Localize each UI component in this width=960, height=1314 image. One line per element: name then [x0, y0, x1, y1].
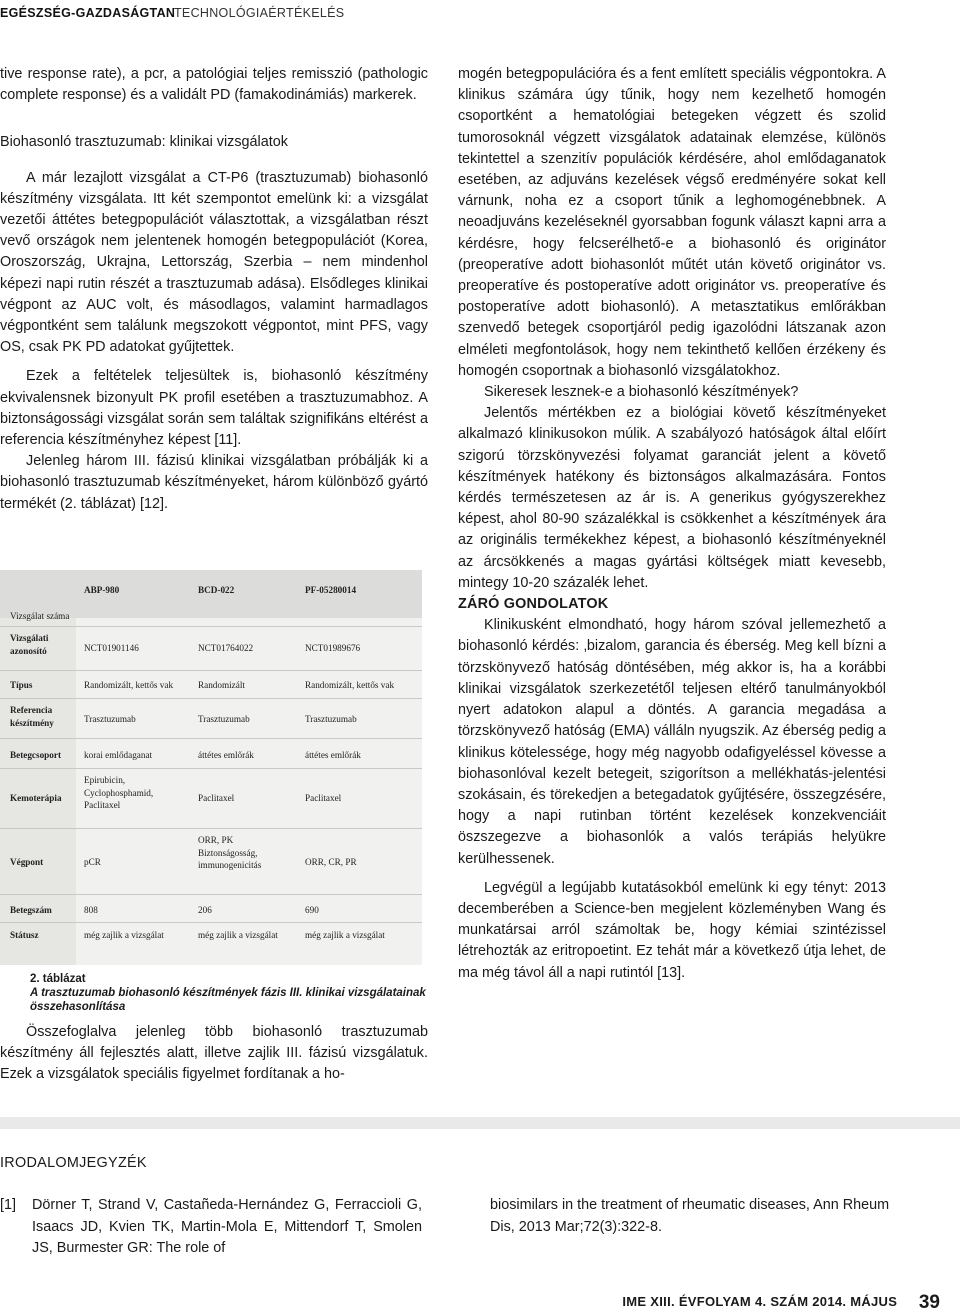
journal-issue: IME XIII. ÉVFOLYAM 4. SZÁM 2014. MÁJUS: [622, 1294, 898, 1309]
table-cell: még zajlik a vizsgálat: [198, 930, 278, 940]
body-paragraph: Jelenleg három III. fázisú klinikai vizsgálatban próbálják ki a biohasonló trasztuzumab készítményeket, három különböző gyártó termékét (2. táblázat) [12].: [0, 453, 428, 512]
section-heading: Biohasonló trasztuzumab: klinikai vizsgálatok: [0, 134, 288, 151]
body-paragraph: Legvégül a legújabb kutatásokból emelünk ki egy tényt: 2013 decemberében a Science-ben megjelent közleményben Wang és munkatársai arról számoltak be, hogy kémiai szintézissel létrehozták az eritropoetint. Ez tehát már a következő útja lehet, de ma még távol áll a napi rutintól [13].: [458, 879, 886, 981]
body-paragraph: Ezek a feltételek teljesültek is, biohasonló készítmény ekvivalensnek bizonyult PK profil esetében a trasztuzumabhoz. A biztonságossági vizsgálat során sem találtak szignifikáns eltérést a referencia készítményhez képest [11].: [0, 368, 428, 449]
table-cell: pCR: [84, 857, 101, 867]
table-cell: még zajlik a vizsgálat: [305, 930, 385, 940]
table-cell: Epirubicin, Cyclophosphamid, Paclitaxel: [84, 775, 154, 810]
table-row-label: Státusz: [10, 930, 39, 940]
table-cell: NCT01764022: [198, 643, 254, 653]
page-number: 39: [918, 1292, 940, 1313]
table-col-header: BCD-022: [198, 585, 235, 595]
table-cell: Paclitaxel: [198, 793, 235, 803]
table-row-label: Kemoterápia: [10, 793, 62, 803]
body-paragraph: Sikeresek lesznek-e a biohasonló készítmények?: [484, 384, 799, 401]
body-paragraph: Összefoglalva jelenleg több biohasonló trasztuzumab készítmény áll fejlesztés alatt, illetve zajlik III. fázisú vizsgálatuk. Ezek a vizsgálatok speciális figyelmet fordítanak a ho-: [0, 1024, 428, 1083]
left-column-continued: [0, 1022, 428, 1086]
separator-band: [0, 1117, 960, 1129]
table-cell: NCT01989676: [305, 643, 361, 653]
references-title: IRODALOMJEGYZÉK: [0, 1155, 147, 1171]
table-row-label: Típus: [10, 680, 33, 690]
reference-number: [1]: [0, 1197, 16, 1213]
table-row-label: Végpont: [10, 857, 44, 867]
right-column: [458, 64, 886, 984]
table-col-header: PF-05280014: [305, 585, 357, 595]
table-cell: Trasztuzumab: [305, 714, 357, 724]
table-cell: áttétes emlőrák: [305, 750, 361, 760]
table-row-label: Betegcsoport: [10, 750, 62, 760]
running-header: [0, 0, 960, 26]
reference-text: Dörner T, Strand V, Castañeda-Hernández G, Ferraccioli G, Isaacs JD, Kvien TK, Martin-Mola E, Mittendorf T, Smolen JS, Burmester GR: The role of: [32, 1197, 422, 1256]
table-cell: Paclitaxel: [305, 793, 342, 803]
table-cell: 808: [84, 905, 98, 915]
table-caption: [30, 972, 430, 1014]
section-label: EGÉSZSÉG-GAZDASÁGTAN: [0, 6, 176, 20]
reference-item: [0, 1195, 422, 1260]
intro-paragraph: tive response rate), a pcr, a patológiai teljes remisszió (pathologic complete response) és a validált PD (famakodinámiás) markerek.: [0, 66, 428, 104]
closing-heading: ZÁRÓ GONDOLATOK: [458, 596, 609, 613]
table-row-label: Referencia készítmény: [10, 705, 54, 728]
caption-text: A trasztuzumab biohasonló készítmények fázis III. klinikai vizsgálatainak összehasonlítása: [30, 987, 426, 1013]
table-cell: még zajlik a vizsgálat: [84, 930, 164, 940]
subsection-label: TECHNOLÓGIAÉRTÉKELÉS: [174, 6, 345, 20]
table-cell: korai emlődaganat: [84, 750, 153, 760]
table-cell: ORR, PK Biztonságosság, immunogenicitás: [198, 835, 262, 870]
comparison-table: [0, 570, 422, 965]
body-paragraph: mogén betegpopulációra és a fent említett speciális végpontokra. A klinikus számára úgy tűnik, hogy nem kezelhető homogén csoportként a hematológiai betegeken végzett és szolid tumorosoknál végzett vizsgálatok adatainak elemzése, különös tekintettel a szenzitív populációk kérdésére, ahol emlődaganatok esetében, az adjuváns kezelések végső eredményére sokat kell várnunk, noha ez a csoport tűnik a leghomogénebbnek. A neoadjuváns kezeléseknél gyorsabban fogunk választ kapni arra a kérdésre, hogy felcserélhető-e a biohasonló és originátor (preoperatíve adott biohasonlót műtét után követő originátor vs. preoperatíve és postoperatíve adott originátor vs. preoperatíve és postoperatíve adott biohasonló). A metasztatikus emlőrákban szenvedő betegek csoportjáról pedig igazolódni látszanak azon elméleti megfontolások, hogy nem tekinthető kellően érzékeny és homogén csoportnak a biohasonló vizsgálatokhoz.: [458, 66, 886, 379]
body-paragraph: Klinikusként elmondható, hogy három szóval jellemezhető a biohasonló kérdés: ‚bizalom, garancia és éberség. Meg kell bízni a törzskönyvező hatóság döntésében, még akkor is, ha a korábbi klinikai vizsgálatok szerkezetétől teljesen eltérő tanulmányokból nyert adatokon alapul a döntés. A garancia megadása a törzskönyvező hatóság (EMA) válláln nyugszik. Az éberség pedig a klinikus kötelessége, hogy még nagyobb odafigyeléssel kövesse a biohasonlóval kezelt betegeit, szigorítson a mellékhatás-jelentési szokásain, és törekedjen a betegadatok gyűjtésére, összegzésére, hogy a napi rutinban történt kezelések konzekvenciáit öszszegezve a biohasonlók a valós terápiás helyükre kerülhessenek.: [458, 617, 886, 867]
table-cell: áttétes emlőrák: [198, 750, 254, 760]
table-cell: Randomizált, kettős vak: [305, 680, 395, 690]
table-cell: NCT01901146: [84, 643, 139, 653]
table-header-row-label: Vizsgálat száma: [10, 611, 70, 621]
table-cell: Trasztuzumab: [198, 714, 250, 724]
table-cell: Trasztuzumab: [84, 714, 136, 724]
reference-text-continued: biosimilars in the treatment of rheumatic diseases, Ann Rheum Dis, 2013 Mar;72(3):322-8.: [490, 1197, 890, 1235]
table-row-label: Vizsgálati azonosító: [10, 633, 49, 656]
table-cell: Randomizált: [198, 680, 245, 690]
body-paragraph: Jelentős mértékben ez a biológiai követő készítményeket alkalmazó klinikusokon múlik. A szabályozó hatóságok által előírt szigorú törzskönyvezési folyamat garanciát jelent a követő készítmények hatékony és biztonságos alkalmazására. Fontos kérdés természetesen az ár is. A generikus gyógyszerekhez képest, ahol 80-90 százalékkal is csökkenhet a készítmények ára az originális termékekhez képest, a biohasonló készítményeknél az árcsökkenés a magas gyártási költségek miatt kevesebb, mintegy 10-20 százalék lehet.: [458, 405, 886, 591]
left-column: [0, 64, 428, 515]
page-footer: [622, 1292, 940, 1314]
table-cell: Randomizált, kettős vak: [84, 680, 174, 690]
table-cell: 206: [198, 905, 212, 915]
table-col-header: ABP-980: [84, 585, 120, 595]
table-cell: 690: [305, 905, 319, 915]
body-paragraph: A már lezajlott vizsgálat a CT-P6 (trasztuzumab) biohasonló készítmény vizsgálata. Itt két szempontot emelünk ki: a vizsgálat vezetői áttétes betegpopulációt választottak, a vizsgálatban részt vevő országok nem jelentenek homogén betegpopulációt (Korea, Oroszország, Ukrajna, Lettország, Szerbia – nem mindenhol képezi napi rutin részét a trasztuzumab adása). Elsődleges klinikai végpont az AUC volt, és másodlagos, valamint harmadlagos végpontként sem találunk megszokott végpontot, mint PFS, vagy OS, csak PK PD adatokat gyűjtettek.: [0, 169, 428, 356]
table-row-label: Betegszám: [10, 905, 52, 915]
caption-number: 2. táblázat: [30, 973, 86, 985]
table-cell: ORR, CR, PR: [305, 857, 357, 867]
